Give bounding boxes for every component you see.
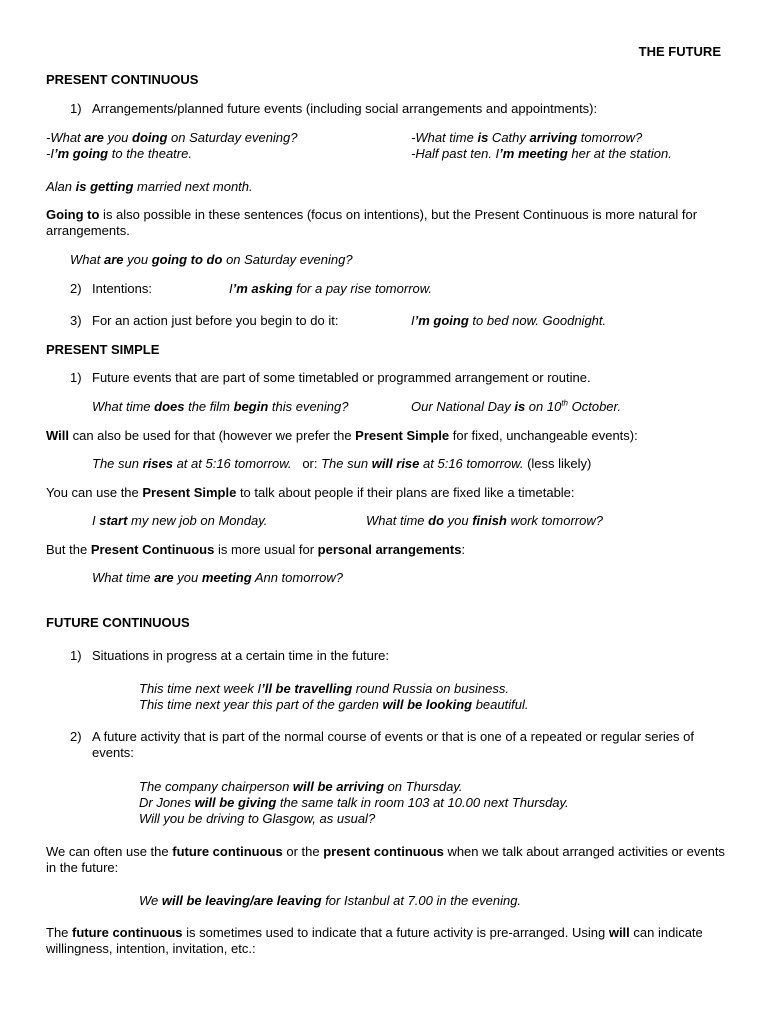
ps-example-3b: What time do you finish work tomorrow? — [366, 513, 603, 528]
list-number: 2) — [70, 281, 82, 296]
fc-example-2b: Dr Jones will be giving the same talk in room 103 at 10.00 next Thursday. — [139, 795, 569, 810]
pc-item1: Arrangements/planned future events (including social arrangements and appointments): — [92, 101, 598, 116]
pc-example-1c: -What time is Cathy arriving tomorrow? — [411, 130, 643, 145]
fc-example-1a: This time next week I’ll be travelling round Russia on business. — [139, 681, 509, 696]
fc-item1: Situations in progress at a certain time in the future: — [92, 648, 389, 663]
list-number: 1) — [70, 370, 82, 385]
heading-present-continuous: PRESENT CONTINUOUS — [46, 72, 199, 87]
list-number: 1) — [70, 101, 82, 116]
ps-example-1b: Our National Day is on 10th October. — [411, 398, 621, 414]
pc-item3-label: For an action just before you begin to do it: — [92, 313, 339, 328]
fc-example-2a: The company chairperson will be arriving on Thursday. — [139, 779, 463, 794]
pc-example-1a: -What are you doing on Saturday evening? — [46, 130, 298, 145]
pc-item2-example: I’m asking for a pay rise tomorrow. — [229, 281, 433, 296]
ps-note-3: But the Present Continuous is more usual for personal arrangements: — [46, 542, 466, 557]
ps-will-note: Will can also be used for that (however we prefer the Present Simple for fixed, unchangeable events): — [46, 428, 638, 443]
fc-item2: A future activity that is part of the normal course of events or that is one of a repeated or regular series of events: — [92, 729, 694, 760]
pc-item2-label: Intentions: — [92, 281, 152, 296]
list-number: 1) — [70, 648, 82, 663]
document-title: THE FUTURE — [638, 44, 721, 59]
fc-note-1: We can often use the future continuous or the present continuous when we talk about arranged activities or events in the future: — [46, 844, 725, 875]
fc-note-2: The future continuous is sometimes used to indicate that a future activity is pre-arranged. Using will can indicate willingness, intention, invitation, etc.: — [46, 925, 703, 956]
ps-note-2: You can use the Present Simple to talk about people if their plans are fixed like a timetable: — [46, 485, 575, 500]
heading-future-continuous: FUTURE CONTINUOUS — [46, 615, 190, 630]
fc-example-3: We will be leaving/are leaving for Istanbul at 7.00 in the evening. — [139, 893, 522, 908]
ps-item1: Future events that are part of some timetabled or programmed arrangement or routine. — [92, 370, 591, 385]
list-number: 3) — [70, 313, 82, 328]
pc-example-1b: -I’m going to the theatre. — [46, 146, 192, 161]
pc-note: Going to is also possible in these sentences (focus on intentions), but the Present Continuous is more natural for arrangements. — [46, 207, 698, 238]
heading-present-simple: PRESENT SIMPLE — [46, 342, 160, 357]
fc-example-1b: This time next year this part of the garden will be looking beautiful. — [139, 697, 529, 712]
pc-example-3: What are you going to do on Saturday evening? — [70, 252, 353, 267]
ps-example-3a: I start my new job on Monday. — [92, 513, 268, 528]
ps-example-2: The sun rises at at 5:16 tomorrow. or: The sun will rise at 5:16 tomorrow. (less likely) — [92, 456, 592, 471]
ps-example-4: What time are you meeting Ann tomorrow? — [92, 570, 343, 585]
pc-example-1d: -Half past ten. I’m meeting her at the station. — [411, 146, 672, 161]
pc-item3-example: I’m going to bed now. Goodnight. — [411, 313, 607, 328]
list-number: 2) — [70, 729, 82, 744]
fc-example-2c: Will you be driving to Glasgow, as usual? — [139, 811, 376, 826]
ps-example-1a: What time does the film begin this evening? — [92, 399, 349, 414]
pc-example-2: Alan is getting married next month. — [46, 179, 253, 194]
